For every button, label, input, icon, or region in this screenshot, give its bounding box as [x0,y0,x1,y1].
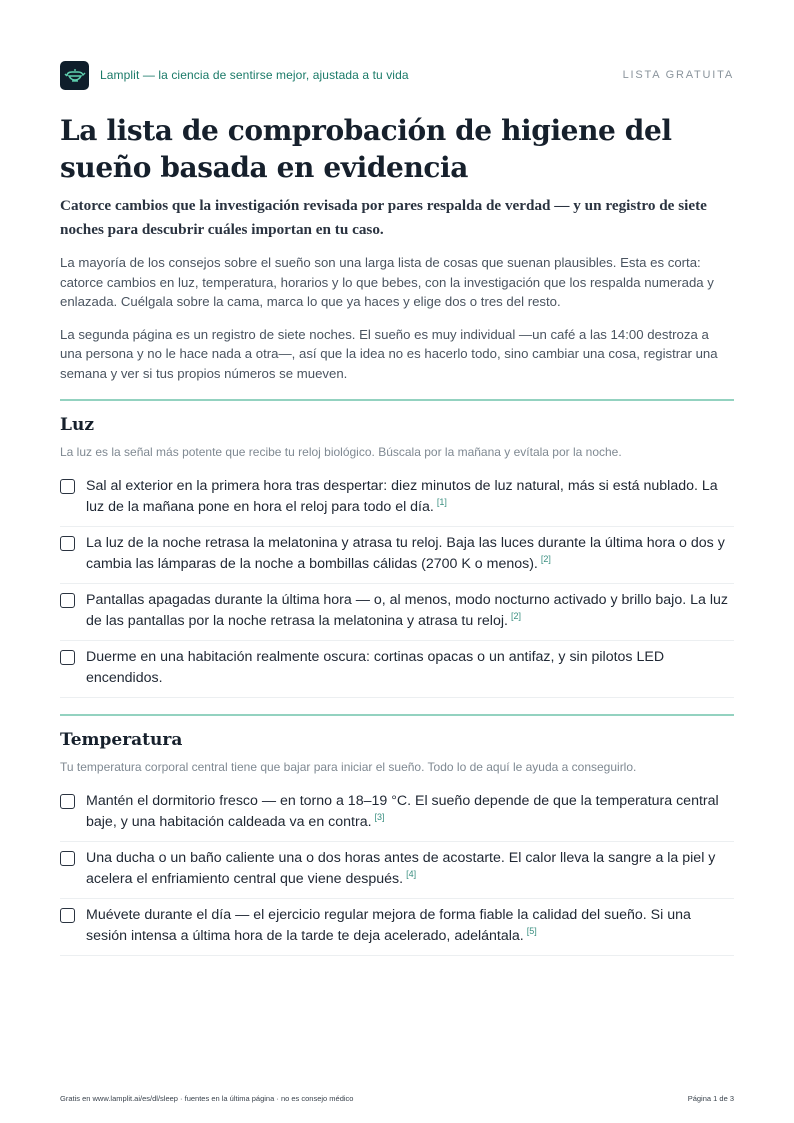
checklist-item [60,842,734,899]
reference-link[interactable]: [4] [406,869,417,880]
free-list-tag: LISTA GRATUITA [622,69,734,81]
item-text [86,791,734,833]
item-label: Muévete durante el día — el ejercicio regular mejora de forma fiable la calidad del sueño. Si una sesión intensa a última hora de la tarde te deja acelerado, adelántala. [86,907,691,945]
item-text [86,590,734,632]
item-label: Sal al exterior en la primera hora tras despertar: diez minutos de luz natural, más si está nublado. La luz de la mañana pone en hora el reloj para todo el día. [86,478,718,516]
page-number: Página 1 de 3 [687,1094,734,1103]
intro-paragraph: La mayoría de los consejos sobre el sueño son una larga lista de cosas que suenan plausibles. Esta es corta: catorce cambios en luz, temperatura, horarios y lo que bebes, con la investigación que los respalda numerada y enlazada. Cuélgala sobre la cama, marca lo que ya haces y elige dos o tres del resto. [60,255,714,309]
section-temperatura [60,714,734,956]
footer-note: Gratis en www.lamplit.ai/es/dl/sleep · fuentes en la última página · no es consejo médico [60,1094,354,1103]
page-title: La lista de comprobación de higiene del sueño basada en evidencia [60,114,672,184]
brand-tagline: Lamplit — la ciencia de sentirse mejor, ajustada a tu vida [100,68,409,82]
section-title: Temperatura [60,730,183,751]
section-title: Luz [60,415,94,436]
checklist-item [60,584,734,641]
checklist-item [60,641,734,698]
intro-paragraph: La segunda página es un registro de siete noches. El sueño es muy individual —un café a las 14:00 destroza a una persona y no le hace nada a otra—, así que la idea no es hacerlo todo, sino cambiar una cosa, registrar una semana y ver si tus propios números se mueven. [60,326,718,381]
reference-link[interactable]: [2] [510,611,521,622]
item-label: Pantallas apagadas durante la última hora — o, al menos, modo nocturno activado y brillo bajo. La luz de las pantallas por la noche retrasa la melatonina y atrasa tu reloj. [86,592,728,630]
checklist-item [60,470,734,527]
item-text [86,533,734,575]
reference-link[interactable]: [5] [526,926,537,937]
section-description: Tu temperatura corporal central tiene que bajar para iniciar el sueño. Todo lo de aquí le ayuda a conseguirlo. [60,760,637,775]
reference-link[interactable]: [3] [374,812,385,823]
page-subtitle: Catorce cambios que la investigación revisada por pares respalda de verdad — y un registro de siete noches para descubrir cuáles importan en tu caso. [60,197,707,238]
checkbox[interactable] [60,908,75,923]
checklist-item [60,527,734,584]
section-luz [60,399,734,698]
checkbox[interactable] [60,794,75,809]
item-text [86,476,734,518]
reference-link[interactable]: [1] [436,497,447,508]
checklist-page [60,60,734,956]
page-footer [60,1094,734,1103]
page-header [60,60,734,90]
item-label: Duerme en una habitación realmente oscura: cortinas opacas o un antifaz, y sin pilotos LED encendidos. [86,649,665,687]
item-text [86,848,734,890]
checkbox[interactable] [60,536,75,551]
item-label: Mantén el dormitorio fresco — en torno a 18–19 °C. El sueño depende de que la temperatura central baje, y una habitación caldeada va en contra. [86,793,719,831]
checkbox[interactable] [60,851,75,866]
lamp-logo-icon [60,61,89,90]
reference-link[interactable]: [2] [540,554,551,565]
item-label: La luz de la noche retrasa la melatonina y atrasa tu reloj. Baja las luces durante la última hora o dos y cambia las lámparas de la noche a bombillas cálidas (2700 K o menos). [86,535,725,573]
checklist-item [60,899,734,956]
checkbox[interactable] [60,479,75,494]
item-text [86,905,734,947]
checkbox[interactable] [60,650,75,665]
checkbox[interactable] [60,593,75,608]
checklist-item [60,785,734,842]
item-text [86,647,734,689]
section-description: La luz es la señal más potente que recibe tu reloj biológico. Búscala por la mañana y evítala por la noche. [60,445,622,460]
item-label: Una ducha o un baño caliente una o dos horas antes de acostarte. El calor lleva la sangre a la piel y acelera el enfriamiento central que viene después. [86,850,716,888]
